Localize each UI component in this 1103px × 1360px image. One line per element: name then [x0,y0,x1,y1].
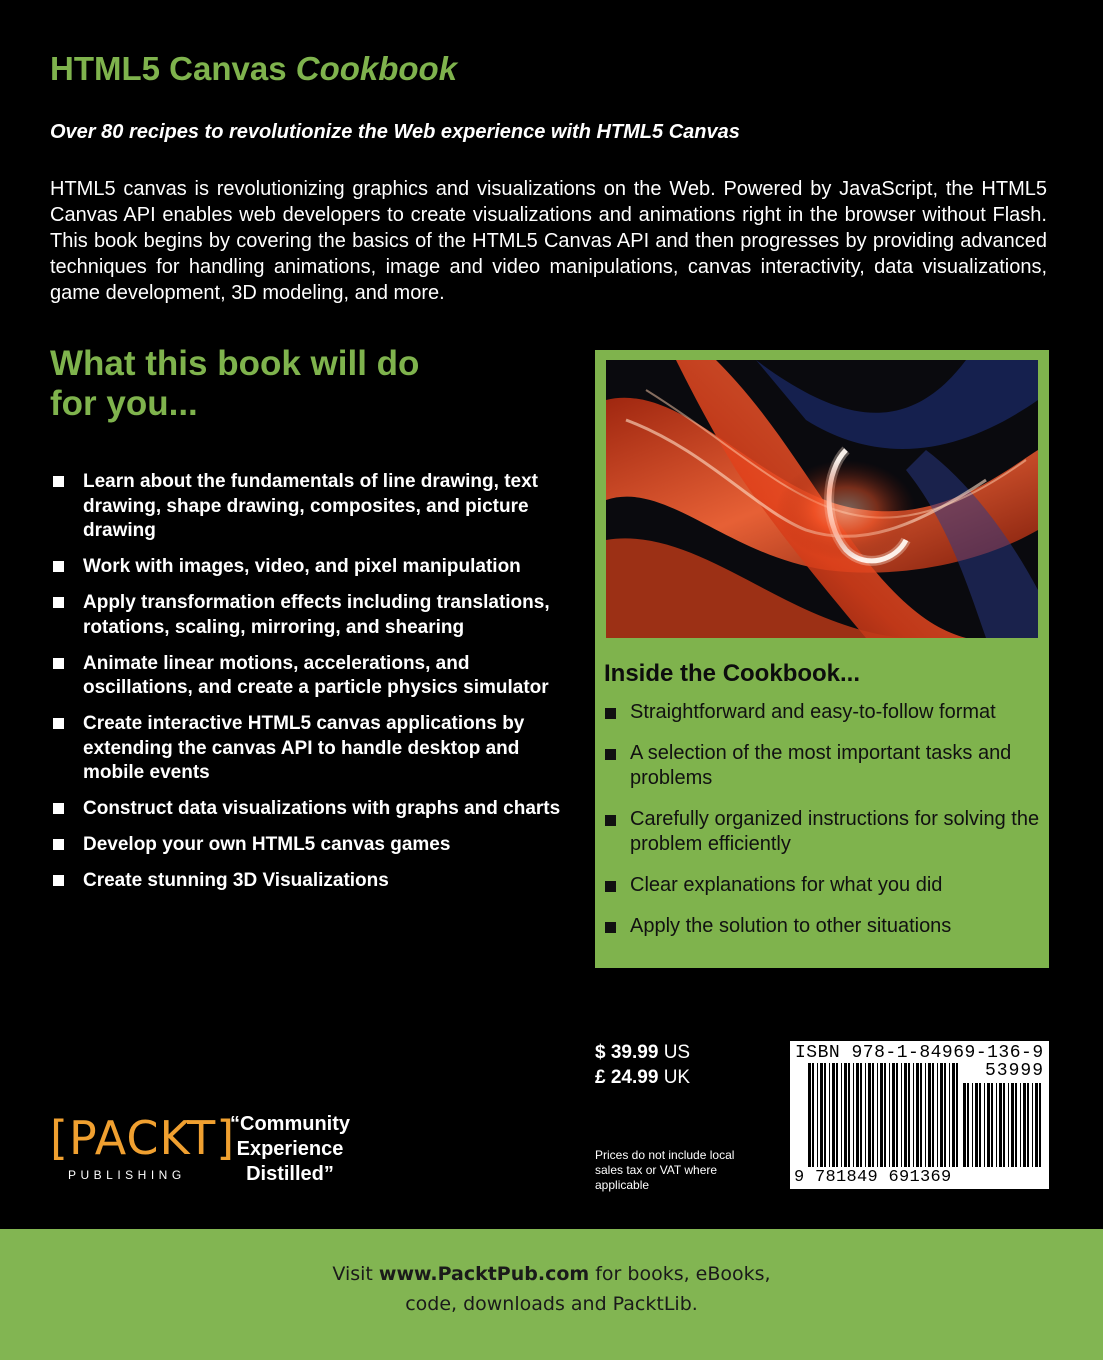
barcode-bar [1008,1083,1009,1167]
price-uk: £ 24.99 UK [595,1067,691,1088]
list-item: Animate linear motions, accelerations, and oscillations, and create a particle physics simulator [52,652,572,701]
barcode-bar [844,1063,847,1167]
cover-artwork-image [606,360,1038,638]
barcode-bar [1003,1083,1005,1167]
square-bullet-icon [53,718,64,729]
list-item: Apply transformation effects including translations, rotations, scaling, mirroring, and shearing [52,591,572,640]
barcode-bar [908,1063,910,1167]
list-item: Develop your own HTML5 canvas games [52,833,572,858]
inside-heading: Inside the Cookbook... [604,660,861,687]
barcode-bar [1011,1083,1014,1167]
barcode-bar [817,1063,818,1167]
tagline: Over 80 recipes to revolutionize the Web experience with HTML5 Canvas [50,121,740,143]
barcode-bar [841,1063,842,1167]
barcode-bar [889,1063,890,1167]
isbn-barcode [790,1041,1049,1189]
square-bullet-icon [53,476,64,487]
square-bullet-icon [605,708,616,719]
barcode-bar [884,1063,886,1167]
packtpub-link[interactable]: www.PacktPub.com [378,1263,590,1285]
barcode-bar [808,1063,811,1167]
intro-paragraph: HTML5 canvas is revolutionizing graphics and visualizations on the Web. Powered by JavaScript, the HTML5 Canvas API enables web developers to create visualizations and animations right in the browser without Flash. This book begins by covering the basics of the HTML5 Canvas API and then progresses by providing advanced techniques for handling animations, image and video manipulations, canvas interactivity, data visualizations, game development, 3D modeling, and more. [50,178,1047,304]
barcode-bar [963,1083,966,1167]
barcode-bar [940,1063,943,1167]
barcode-bar [892,1063,895,1167]
barcode-bar [949,1063,950,1167]
square-bullet-icon [53,839,64,850]
barcode-bar [984,1083,985,1167]
what-heading [50,344,530,424]
list-item: Clear explanations for what you did [605,873,1045,898]
list-item: Learn about the fundamentals of line drawing, text drawing, shape drawing, composites, and picture drawing [52,470,572,544]
barcode-bar [1023,1083,1026,1167]
book-title [50,50,457,88]
barcode-bars-addon [963,1083,1043,1167]
square-bullet-icon [53,561,64,572]
barcode-bar [856,1063,859,1167]
barcode-bar [868,1063,871,1167]
square-bullet-icon [53,597,64,608]
list-item: A selection of the most important tasks and problems [605,741,1045,791]
title-main: HTML5 Canvas [50,50,287,87]
square-bullet-icon [53,875,64,886]
barcode-bar [996,1083,997,1167]
light-trail-art [606,360,1038,638]
square-bullet-icon [53,658,64,669]
list-item: Create interactive HTML5 canvas applications by extending the canvas API to handle desktop and mobile events [52,712,572,786]
square-bullet-icon [605,815,616,826]
barcode-bar [987,1083,990,1167]
price-us: $ 39.99 US [595,1042,691,1063]
footer-text: Visit www.PacktPub.com for books, eBooks, code, downloads and PacktLib. [332,1263,771,1315]
barcode-bar [832,1063,835,1167]
barcode-bar [860,1063,862,1167]
barcode-bar [1015,1083,1017,1167]
list-item: Create stunning 3D Visualizations [52,869,572,894]
footer-band [0,1229,1103,1360]
price-block [595,1040,690,1090]
barcode-bar [836,1063,838,1167]
barcode-bar [865,1063,866,1167]
square-bullet-icon [53,803,64,814]
list-item: Apply the solution to other situations [605,914,1045,939]
barcode-bar [904,1063,907,1167]
barcode-bar [916,1063,919,1167]
what-heading-line2: for you... [50,384,198,423]
barcode-bar [928,1063,931,1167]
barcode-bar [991,1083,993,1167]
barcode-bar [1027,1083,1029,1167]
square-bullet-icon [605,749,616,760]
packt-logo [50,1111,236,1182]
barcode-bar [999,1083,1002,1167]
barcode-bar [1039,1083,1041,1167]
barcode-bar [952,1063,955,1167]
barcode-bar [979,1083,981,1167]
price-note: Prices do not include local sales tax or VAT where applicable [595,1148,735,1192]
barcode-bar [877,1063,878,1167]
square-bullet-icon [605,922,616,933]
square-bullet-icon [605,881,616,892]
barcode-bars-main [808,1063,958,1167]
inside-list [605,700,1045,955]
list-item: Straightforward and easy-to-follow format [605,700,1045,725]
barcode-bar [853,1063,854,1167]
barcode-bar [920,1063,922,1167]
barcode-bar [932,1063,934,1167]
barcode-bar [975,1083,978,1167]
barcode-bar [880,1063,883,1167]
benefits-list [52,470,572,905]
barcode-bar [972,1083,973,1167]
barcode-bar [829,1063,830,1167]
what-heading-line1: What this book will do [50,344,420,383]
inside-cookbook-panel [595,350,1049,968]
barcode-bar [956,1063,958,1167]
list-item: Work with images, video, and pixel manipulation [52,555,572,580]
barcode-bar [1020,1083,1021,1167]
list-item: Construct data visualizations with graphs and charts [52,797,572,822]
barcode-bar [901,1063,902,1167]
barcode-bar [967,1083,969,1167]
logo-wordmark: [PACKT] [50,1111,236,1165]
title-italic: Cookbook [295,50,458,87]
barcode-bar [848,1063,850,1167]
barcode-bar [937,1063,938,1167]
logo-subtitle: PUBLISHING [68,1168,186,1182]
list-item: Carefully organized instructions for solving the problem efficiently [605,807,1045,857]
barcode-bar [812,1063,814,1167]
barcode-bar [944,1063,946,1167]
barcode-bar [824,1063,826,1167]
barcode-price-code: 53999 [984,1061,1044,1081]
publisher-slogan: “Community Experience Distilled” [230,1113,350,1185]
barcode-bar [925,1063,926,1167]
barcode-bar [820,1063,823,1167]
barcode-digits: 9 781849 691369 [794,1168,952,1187]
barcode-bar [1035,1083,1038,1167]
isbn-text: ISBN 978-1-84969-136-9 [795,1043,1044,1063]
barcode-bar [872,1063,874,1167]
barcode-bar [1032,1083,1033,1167]
barcode-bar [913,1063,914,1167]
barcode-bar [896,1063,898,1167]
